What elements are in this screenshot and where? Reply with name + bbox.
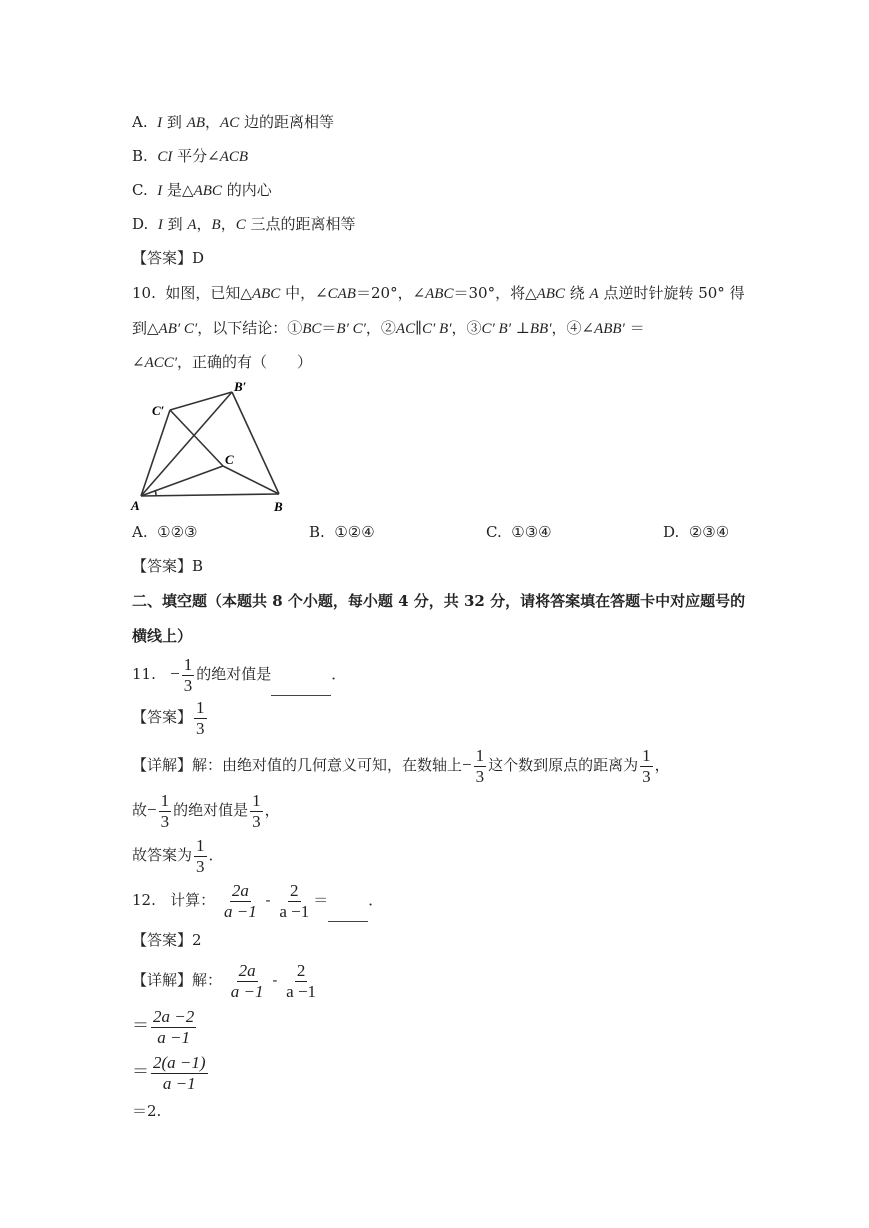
- q10-option-c: C. ①③④: [486, 523, 552, 541]
- segment-a-cprime: [141, 410, 170, 496]
- fraction: $\frac{1}{3}$: [475, 745, 485, 786]
- label-b: B: [274, 499, 283, 514]
- q10-option-b: B. ①②④: [309, 523, 375, 541]
- q12-answer: 【答案】2: [132, 931, 202, 949]
- fraction: $\frac{2a -2}{a -1}$: [153, 1006, 195, 1047]
- q9-option-a: A. I 到 AB，AC 边的距离相等: [132, 113, 334, 131]
- segment-a-b: [141, 494, 279, 496]
- label-a: A: [131, 498, 140, 513]
- q10-stem-line3: ∠ACC′，正确的有（ ）: [132, 353, 313, 371]
- fraction: $\frac{2a}{a -1}$: [223, 880, 257, 921]
- angle-arc-a: [155, 490, 156, 495]
- q11-stem: 11. − $\frac{1}{3}$ 的绝对值是 ．: [132, 654, 347, 695]
- q9-answer: 【答案】D: [132, 249, 205, 267]
- q12-detail-final: ＝2.: [132, 1102, 162, 1120]
- q10-option-a: A. ①②③: [132, 523, 198, 541]
- q9-option-b: B. CI 平分∠ACB: [132, 147, 249, 165]
- segment-c-b: [223, 466, 279, 494]
- q10-stem-line2: 到△AB′ C′，以下结论：①BC＝B′ C′，②AC∥C′ B′，③C′ B′ ⊥BB′，④∠ABB′ ＝: [132, 319, 645, 337]
- label-c-prime: C′: [152, 403, 165, 418]
- fraction: $\frac{1}{3}$: [183, 654, 193, 695]
- segment-cprime-c: [170, 410, 223, 466]
- q12-detail-line1: 【详解】解： $\frac{2a}{a -1}$ - $\frac{2}{a -1}$: [132, 960, 317, 1001]
- fraction: $\frac{2(a -1)}{a -1}$: [153, 1052, 206, 1093]
- fraction: $\frac{1}{3}$: [642, 745, 651, 786]
- q9-option-c: C. I 是△ABC 的内心: [132, 181, 272, 199]
- fraction: $\frac{1}{3}$: [252, 790, 261, 831]
- q10-answer: 【答案】B: [132, 557, 204, 575]
- label-c: C: [225, 452, 234, 467]
- q12-detail-line2: ＝ $\frac{2a -2}{a -1}$: [132, 1006, 195, 1047]
- q10-option-d: D. ②③④: [663, 523, 730, 541]
- section-heading-line1: 二、填空题（本题共 8 个小题，每小题 4 分，共 32 分，请将答案填在答题卡中对应题号的: [132, 592, 746, 610]
- q10-stem-line1: 10. 如图，已知△ABC 中，∠CAB＝20°，∠ABC＝30°，将△ABC 绕 A 点逆时针旋转 50° 得: [132, 284, 745, 302]
- q12-stem: 12. 计算： $\frac{2a}{a -1}$ - $\frac{2}{a -1}$ ＝ ．: [132, 880, 384, 921]
- q11-detail-line1: 【详解】解：由绝对值的几何意义可知，在数轴上− $\frac{1}{3}$ 这个数到原点的距离为 $\frac{1}{3}$ ，: [132, 745, 670, 786]
- segment-bprime-b: [232, 392, 279, 494]
- q10-geometry-figure: [128, 378, 298, 514]
- q11-detail-line3: 故答案为 $\frac{1}{3}$ ．: [132, 835, 224, 876]
- answer-blank: [328, 907, 368, 922]
- fraction: $\frac{2a}{a -1}$: [230, 960, 264, 1001]
- q12-detail-line3: ＝ $\frac{2(a -1)}{a -1}$: [132, 1052, 206, 1093]
- fraction: $\frac{2}{a -1}$: [286, 960, 317, 1001]
- q11-detail-line2: 故− $\frac{1}{3}$ 的绝对值是 $\frac{1}{3}$ ，: [132, 790, 280, 831]
- q9-option-d: D. I 到 A，B，C 三点的距离相等: [132, 215, 356, 233]
- fraction: $\frac{1}{3}$: [160, 790, 170, 831]
- section-heading-line2: 横线上）: [132, 627, 193, 645]
- answer-blank: [271, 681, 331, 696]
- fraction: $\frac{2}{a -1}$: [279, 880, 310, 921]
- label-b-prime: B′: [234, 379, 247, 394]
- fraction: $\frac{1}{3}$: [196, 835, 205, 876]
- fraction: $\frac{1}{3}$: [196, 697, 205, 738]
- q11-answer: 【答案】 $\frac{1}{3}$: [132, 697, 205, 738]
- segment-cprime-bprime: [170, 392, 232, 410]
